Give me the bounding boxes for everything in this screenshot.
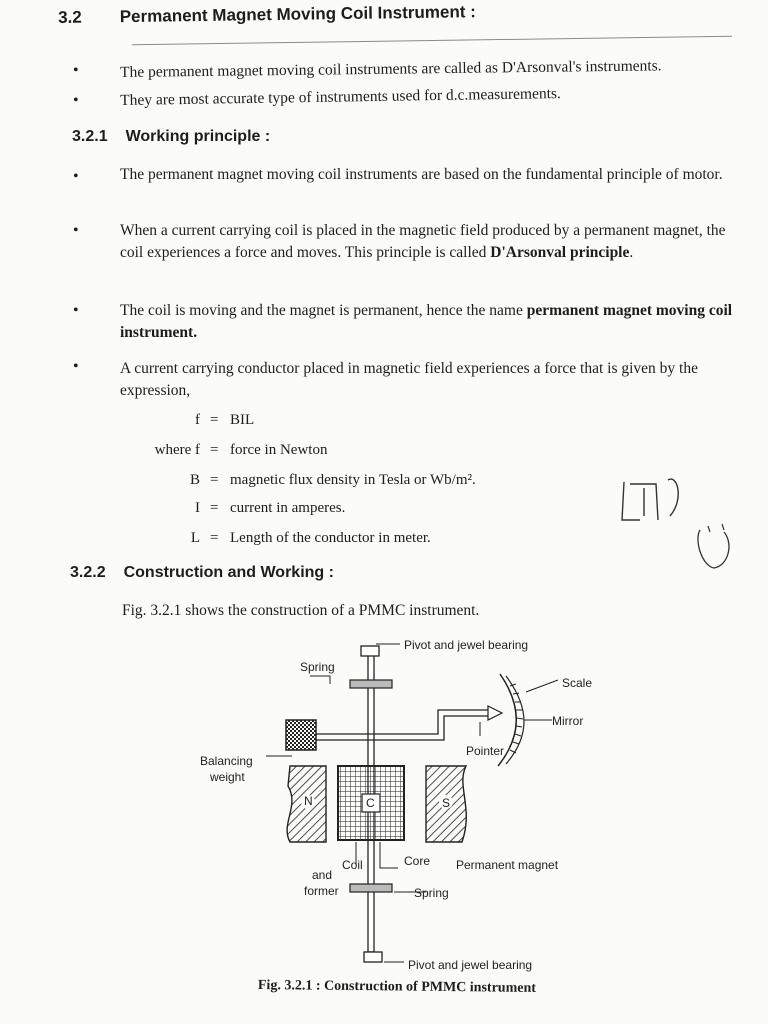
bold-term: permanent magnet moving coil instrument. <box>120 302 733 341</box>
construction-intro: Fig. 3.2.1 shows the construction of a PMMC instrument. <box>122 602 480 619</box>
label-coil: Coil <box>342 858 363 872</box>
pointer-arm <box>316 710 488 740</box>
formula-lhs: B <box>189 472 200 488</box>
label-coil-former: former <box>304 884 339 898</box>
bullet-dot: • <box>73 358 79 375</box>
subsection-heading-construction <box>70 564 334 582</box>
label-core: Core <box>404 854 431 868</box>
formula-rhs: BIL <box>230 412 255 428</box>
label-mirror: Mirror <box>552 714 584 728</box>
figure-caption: Fig. 3.2.1 : Construction of PMMC instrument <box>257 978 537 996</box>
working-bullet-1: The permanent magnet moving coil instruments are based on the fundamental principle of motor. <box>120 166 723 183</box>
formula-lhs: f <box>195 412 200 428</box>
formula-rhs: magnetic flux density in Tesla or Wb/m². <box>230 472 476 488</box>
intro-bullet-2: They are most accurate type of instruments used for d.c.measurements. <box>120 85 561 109</box>
section-number: 3.2 <box>58 7 82 27</box>
bullet-dot: • <box>73 222 79 239</box>
heading-underline <box>132 36 732 45</box>
intro-bullet-1: The permanent magnet moving coil instruments are called as D'Arsonval's instruments. <box>120 57 662 81</box>
section-heading <box>58 0 738 28</box>
pointer-tip <box>488 706 502 720</box>
text-run: . <box>629 244 634 261</box>
bullet-dot: • <box>73 168 79 185</box>
label-spring-bottom: Spring <box>414 886 449 900</box>
subsection-number: 3.2.2 <box>70 564 106 581</box>
formula-rhs: force in Newton <box>230 442 328 458</box>
bottom-pivot <box>364 952 382 962</box>
bottom-spring <box>350 884 392 892</box>
subsection-title: Construction and Working : <box>123 564 334 581</box>
text-run: The coil is moving and the magnet is permanent, hence the name <box>120 302 527 319</box>
label-coil-center: C <box>366 796 375 810</box>
top-spring <box>350 680 392 688</box>
bullet-dot: • <box>73 302 79 319</box>
working-bullet-2 <box>120 220 738 264</box>
formula-lhs: L <box>190 530 200 546</box>
formula-eq: = <box>210 500 219 516</box>
formula-eq: = <box>210 472 219 488</box>
label-pivot-top: Pivot and jewel bearing <box>404 638 529 652</box>
text-run: When a current carrying coil is placed in the magnetic field produced by a permanent magnet, the coil experiences a force and moves. This principle is called <box>120 222 726 261</box>
formula-lhs: I <box>195 500 200 516</box>
label-north: N <box>304 794 313 808</box>
subsection-title: Working principle : <box>125 128 271 145</box>
bullet-dot: • <box>73 62 79 79</box>
label-permanent-magnet: Permanent magnet <box>456 858 559 872</box>
top-pivot <box>361 646 379 656</box>
formula-rhs: current in amperes. <box>230 500 346 516</box>
label-south: S <box>442 796 451 810</box>
label-pivot-bottom: Pivot and jewel bearing <box>408 958 533 972</box>
label-coil-and: and <box>312 868 333 882</box>
section-title: Permanent Magnet Moving Coil Instrument : <box>119 2 476 27</box>
pmmc-construction-diagram <box>180 636 620 976</box>
formula-eq: = <box>210 530 219 546</box>
balancing-weight <box>286 720 316 750</box>
working-bullet-4: A current carrying conductor placed in magnetic field experiences a force that is given by the expression, <box>120 360 698 399</box>
formula-eq: = <box>210 442 219 458</box>
handwritten-scribble <box>610 470 750 580</box>
bullet-dot: • <box>73 92 79 109</box>
formula-rhs: Length of the conductor in meter. <box>230 530 431 546</box>
subsection-number: 3.2.1 <box>72 128 108 145</box>
label-pointer: Pointer <box>466 744 505 758</box>
label-balancing-weight-2: weight <box>210 770 245 784</box>
formula-eq: = <box>210 412 219 428</box>
formula-lhs: where f <box>154 442 200 458</box>
bold-term: D'Arsonval principle <box>490 244 630 261</box>
label-balancing-weight-1: Balancing <box>200 754 253 768</box>
label-scale: Scale <box>562 676 593 690</box>
working-bullet-3 <box>120 300 738 344</box>
label-spring-top: Spring <box>300 660 335 674</box>
subsection-heading-working <box>72 128 270 146</box>
